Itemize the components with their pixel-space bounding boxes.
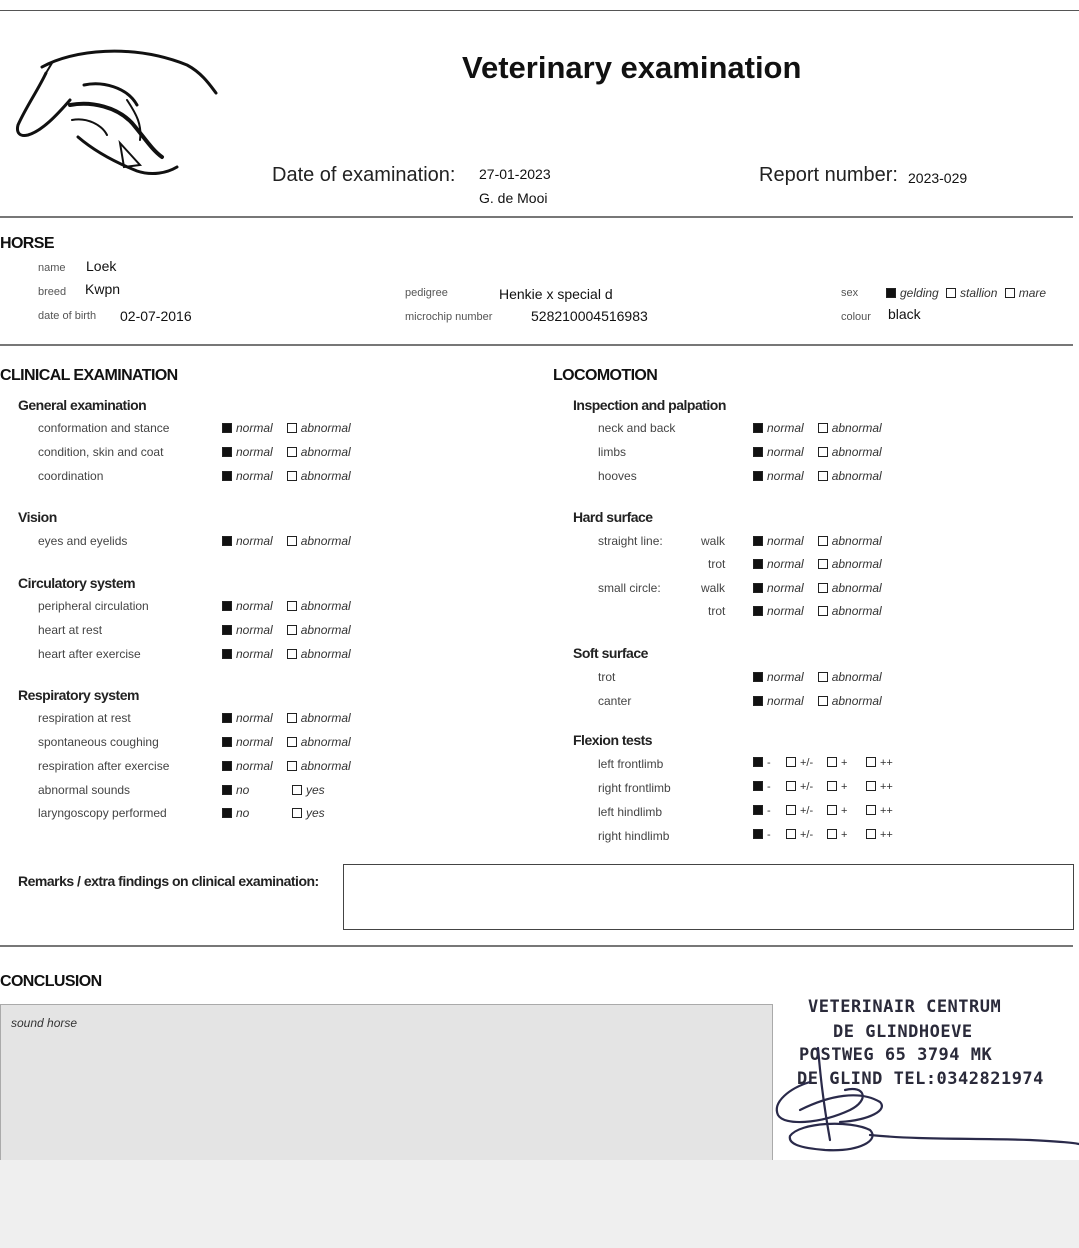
normal-label: normal [236,445,273,459]
option-group [753,670,882,684]
no-checkbox[interactable] [222,785,232,795]
no-checkbox[interactable] [222,808,232,818]
breed-label: breed [38,286,67,298]
normal-label: normal [767,604,804,618]
conclusion-textbox[interactable] [0,1004,773,1160]
option-group [753,534,882,548]
normal-checkbox[interactable] [222,536,232,546]
abnormal-checkbox[interactable] [818,471,828,481]
option-group [222,534,351,548]
option-group [222,469,351,483]
normal-checkbox[interactable] [753,606,763,616]
yes-label: yes [306,783,325,797]
plus-label: + [841,805,848,817]
item-label: heart at rest [38,623,103,637]
flexion-option-group [753,829,903,843]
normal-checkbox[interactable] [222,447,232,457]
mare-label: mare [1018,286,1047,300]
yes-checkbox[interactable] [292,785,302,795]
abnormal-checkbox[interactable] [287,601,297,611]
plusplus-label: ++ [880,757,893,769]
abnormal-label: abnormal [831,445,882,459]
plus-label: + [841,781,848,793]
plusplus-checkbox[interactable] [866,805,876,815]
item-label: coordination [38,469,104,483]
mare-checkbox[interactable] [1005,288,1015,298]
item-label: trot [598,670,616,684]
item-label: heart after exercise [38,647,141,661]
plusminus-checkbox[interactable] [786,805,796,815]
abnormal-label: abnormal [300,469,351,483]
colour-label: colour [841,311,871,323]
stallion-checkbox[interactable] [946,288,956,298]
abnormal-label: abnormal [300,623,351,637]
item-label: conformation and stance [38,421,170,435]
abnormal-label: abnormal [831,534,882,548]
plusplus-label: ++ [880,829,893,841]
normal-checkbox[interactable] [222,649,232,659]
abnormal-checkbox[interactable] [287,536,297,546]
item-label: abnormal sounds [38,783,131,797]
option-group [753,604,882,618]
normal-label: normal [767,445,804,459]
pedigree-value: Henkie x special d [499,286,613,302]
abnormal-checkbox[interactable] [818,672,828,682]
abnormal-label: abnormal [831,694,882,708]
normal-checkbox[interactable] [753,536,763,546]
name-value: Loek [86,258,117,274]
abnormal-label: abnormal [831,469,882,483]
plusminus-label: +/- [800,829,814,841]
abnormal-checkbox[interactable] [287,649,297,659]
dob-value: 02-07-2016 [120,308,192,324]
stamp-line: POSTWEG 65 3794 MK [799,1045,993,1065]
plus-label: + [841,829,848,841]
normal-checkbox[interactable] [222,761,232,771]
conclusion-heading: CONCLUSION [0,973,102,990]
option-group [222,599,351,613]
no-label: no [236,783,250,797]
item-label: canter [598,694,632,708]
abnormal-checkbox[interactable] [287,761,297,771]
minus-label: - [767,805,771,817]
normal-checkbox[interactable] [753,583,763,593]
abnormal-label: abnormal [831,604,882,618]
dob-label: date of birth [38,310,97,322]
item-label: neck and back [598,421,676,435]
plus-checkbox[interactable] [827,757,837,767]
plusplus-checkbox[interactable] [866,757,876,767]
normal-checkbox[interactable] [753,696,763,706]
locomotion-heading: LOCOMOTION [553,367,658,384]
divider [0,945,1073,947]
normal-checkbox[interactable] [753,559,763,569]
trot-label: trot [708,604,726,618]
flexion-option-group [753,805,903,819]
date-label: Date of examination: [272,164,456,186]
plusminus-checkbox[interactable] [786,757,796,767]
no-label: no [236,806,250,820]
normal-label: normal [236,647,273,661]
option-group [753,557,882,571]
remarks-label: Remarks / extra findings on clinical examination: [18,873,319,889]
general-title: General examination [18,397,147,413]
stamp-line: DE GLINDHOEVE [833,1022,973,1042]
inspection-title: Inspection and palpation [573,397,726,413]
abnormal-checkbox[interactable] [818,696,828,706]
normal-label: normal [236,421,273,435]
option-group [222,421,351,435]
minus-label: - [767,829,771,841]
horse-heading: HORSE [0,235,54,252]
gelding-label: gelding [900,286,939,300]
soft-surface-title: Soft surface [573,645,648,661]
stallion-label: stallion [960,286,998,300]
conclusion-text: sound horse [11,1016,78,1030]
abnormal-label: abnormal [831,557,882,571]
abnormal-label: abnormal [300,711,351,725]
name-label: name [38,262,66,274]
plus-checkbox[interactable] [827,805,837,815]
abnormal-checkbox[interactable] [818,536,828,546]
minus-label: - [767,757,771,769]
abnormal-checkbox[interactable] [287,423,297,433]
breed-value: Kwpn [85,281,121,297]
option-group [222,623,351,637]
minus-checkbox[interactable] [753,805,763,815]
item-label: eyes and eyelids [38,534,128,548]
plusplus-label: ++ [880,781,893,793]
plusplus-checkbox[interactable] [866,829,876,839]
option-group [753,421,882,435]
report-label: Report number: [759,164,898,186]
normal-label: normal [236,711,273,725]
abnormal-checkbox[interactable] [287,447,297,457]
normal-label: normal [767,534,804,548]
normal-label: normal [236,759,273,773]
normal-label: normal [236,599,273,613]
microchip-value: 528210004516983 [531,308,648,324]
flexion-option-group [753,781,903,795]
normal-label: normal [767,581,804,595]
item-label: respiration after exercise [38,759,170,773]
yes-checkbox[interactable] [292,808,302,818]
abnormal-label: abnormal [300,599,351,613]
stamp-line: VETERINAIR CENTRUM [808,997,1002,1017]
plus-checkbox[interactable] [827,829,837,839]
divider [0,344,1073,346]
hard-surface-title: Hard surface [573,509,653,525]
item-label: condition, skin and coat [38,445,164,459]
abnormal-checkbox[interactable] [818,559,828,569]
item-label: right frontlimb [598,781,671,795]
option-group [753,694,882,708]
abnormal-checkbox[interactable] [287,713,297,723]
normal-checkbox[interactable] [753,471,763,481]
sex-label: sex [841,287,859,299]
abnormal-label: abnormal [300,735,351,749]
top-border [0,10,1079,11]
option-group [222,711,351,725]
item-label: peripheral circulation [38,599,149,613]
option-group [222,735,351,749]
stamp-line: DE GLIND TEL:0342821974 [797,1069,1044,1089]
normal-label: normal [236,534,273,548]
option-group [222,647,351,661]
item-label: spontaneous coughing [38,735,159,749]
date-value: 27-01-2023 [479,166,551,182]
flexion-option-group [753,757,903,771]
plusminus-label: +/- [800,757,814,769]
normal-checkbox[interactable] [222,471,232,481]
straight-line-label: straight line: [598,534,663,548]
minus-label: - [767,781,771,793]
abnormal-checkbox[interactable] [818,583,828,593]
walk-label: walk [701,581,726,595]
minus-checkbox[interactable] [753,781,763,791]
respiratory-title: Respiratory system [18,687,139,703]
option-group [222,806,325,820]
minus-checkbox[interactable] [753,757,763,767]
abnormal-label: abnormal [300,445,351,459]
normal-checkbox[interactable] [753,672,763,682]
colour-value: black [888,306,921,322]
abnormal-label: abnormal [300,534,351,548]
plusminus-checkbox[interactable] [786,781,796,791]
abnormal-checkbox[interactable] [287,625,297,635]
abnormal-checkbox[interactable] [287,737,297,747]
normal-checkbox[interactable] [753,447,763,457]
normal-label: normal [767,557,804,571]
option-group [222,445,351,459]
abnormal-label: abnormal [300,421,351,435]
plusplus-label: ++ [880,805,893,817]
normal-checkbox[interactable] [222,423,232,433]
gelding-checkbox[interactable] [886,288,896,298]
horse-logo-icon [12,45,222,180]
normal-label: normal [767,694,804,708]
abnormal-label: abnormal [831,581,882,595]
abnormal-checkbox[interactable] [818,423,828,433]
option-group [753,581,882,595]
option-group [753,469,882,483]
abnormal-label: abnormal [831,421,882,435]
small-circle-label: small circle: [598,581,661,595]
divider [0,216,1073,218]
vision-title: Vision [18,509,57,525]
normal-label: normal [236,735,273,749]
normal-label: normal [236,623,273,637]
item-label: limbs [598,445,627,459]
sex-options [886,286,1046,300]
report-value: 2023-029 [908,170,968,186]
plusminus-label: +/- [800,781,814,793]
option-group [222,783,325,797]
plus-checkbox[interactable] [827,781,837,791]
normal-label: normal [236,469,273,483]
minus-checkbox[interactable] [753,829,763,839]
item-label: respiration at rest [38,711,131,725]
abnormal-label: abnormal [300,759,351,773]
normal-checkbox[interactable] [222,713,232,723]
normal-checkbox[interactable] [222,601,232,611]
abnormal-checkbox[interactable] [818,447,828,457]
vet-name: G. de Mooi [479,190,548,206]
item-label: left frontlimb [598,757,664,771]
clinical-heading: CLINICAL EXAMINATION [0,367,178,384]
trot-label: trot [708,557,726,571]
abnormal-label: abnormal [831,670,882,684]
item-label: left hindlimb [598,805,663,819]
abnormal-label: abnormal [300,647,351,661]
plusminus-label: +/- [800,805,814,817]
option-group [222,759,351,773]
plusminus-checkbox[interactable] [786,829,796,839]
flexion-title: Flexion tests [573,732,653,748]
item-label: right hindlimb [598,829,670,843]
abnormal-checkbox[interactable] [287,471,297,481]
normal-checkbox[interactable] [222,737,232,747]
form-title: Veterinary examination [462,50,802,85]
item-label: laryngoscopy performed [38,806,167,820]
microchip-label: microchip number [405,311,493,323]
yes-label: yes [306,806,325,820]
circulatory-title: Circulatory system [18,575,136,591]
option-group [753,445,882,459]
plus-label: + [841,757,848,769]
walk-label: walk [701,534,726,548]
plusplus-checkbox[interactable] [866,781,876,791]
normal-label: normal [767,670,804,684]
signature-icon [770,1040,1079,1160]
normal-checkbox[interactable] [753,423,763,433]
abnormal-checkbox[interactable] [818,606,828,616]
pedigree-label: pedigree [405,287,448,299]
remarks-textbox[interactable] [343,864,1074,930]
normal-checkbox[interactable] [222,625,232,635]
normal-label: normal [767,421,804,435]
item-label: hooves [598,469,637,483]
normal-label: normal [767,469,804,483]
